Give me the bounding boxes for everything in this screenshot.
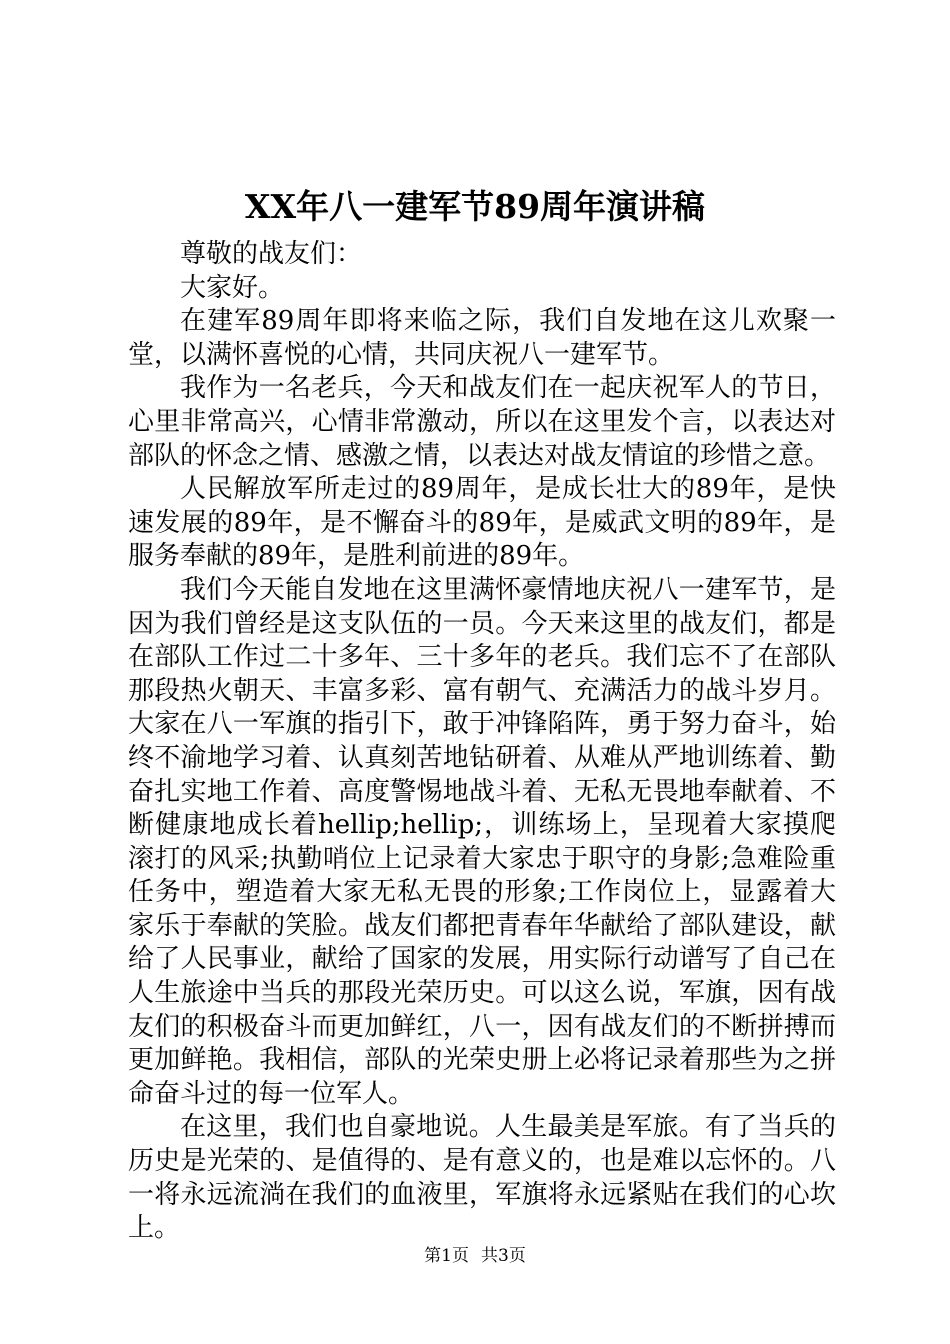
document-title: XX年八一建军节89周年演讲稿 (244, 187, 706, 226)
paragraph: 在这里，我们也自豪地说。人生最美是军旅。有了当兵的历史是光荣的、是值得的、是有意义的，也是难以忘怀的。八一将永远流淌在我们的血液里，军旗将永远紧贴在我们的心坎上。 (128, 1112, 836, 1244)
page-number: 第1页 (424, 1246, 469, 1266)
paragraph: 我作为一名老兵，今天和战友们在一起庆祝军人的节日，心里非常高兴，心情非常激动，所以在这里发个言，以表达对部队的怀念之情、感激之情，以表达对战友情谊的珍惜之意。 (128, 373, 836, 471)
paragraph: 在建军89周年即将来临之际，我们自发地在这儿欢聚一堂，以满怀喜悦的心情，共同庆祝八一建军节。 (128, 306, 836, 370)
paragraph-salutation: 尊敬的战友们： (180, 239, 363, 269)
paragraph: 人民解放军所走过的89周年，是成长壮大的89年，是快速发展的89年，是不懈奋斗的89年，是威武文明的89年，是服务奉献的89年，是胜利前进的89年。 (128, 474, 836, 572)
page-footer (0, 1244, 950, 1268)
page-total: 共3页 (481, 1246, 526, 1266)
document-body (128, 238, 836, 1246)
paragraph-greeting: 大家好。 (180, 272, 285, 303)
paragraph: 我们今天能自发地在这里满怀豪情地庆祝八一建军节，是因为我们曾经是这支队伍的一员。今天来这里的战友们，都是在部队工作过二十多年、三十多年的老兵。我们忘不了在部队那段热火朝天、丰富多彩、富有朝气、充满活力的战斗岁月。大家在八一军旗的指引下，敢于冲锋陷阵，勇于努力奋斗，始终不渝地学习着、认真刻苦地钻研着、从难从严地训练着、勤奋扎实地工作着、高度警惕地战斗着、无私无畏地奉献着、不断健康地成长着hellip;hellip;，训练场上，呈现着大家摸爬滚打的风采;执勤哨位上记录着大家忠于职守的身影;急难险重任务中，塑造着大家无私无畏的形象;工作岗位上，显露着大家乐于奉献的笑脸。战友们都把青春年华献给了部队建设，献给了人民事业，献给了国家的发展，用实际行动谱写了自己在人生旅途中当兵的那段光荣历史。可以这么说，军旗，因有战友们的积极奋斗而更加鲜红，八一，因有战友们的不断拼搏而更加鲜艳。我相信，部队的光荣史册上必将记录着那些为之拼命奋斗过的每一位军人。 (128, 574, 836, 1109)
